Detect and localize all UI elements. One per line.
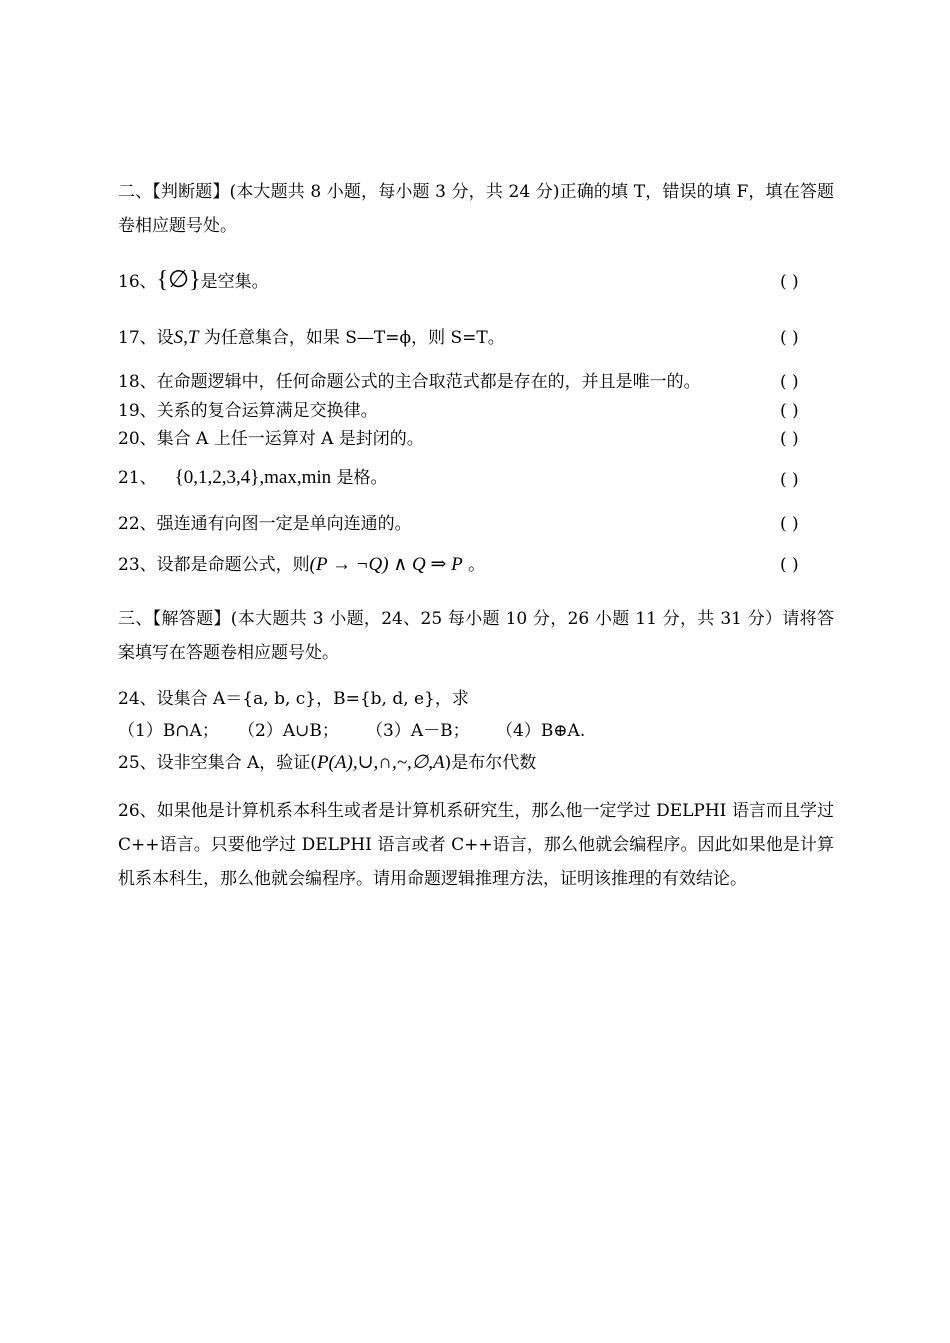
part-3: （3）A－B； (366, 721, 470, 741)
question-text: 在命题逻辑中，任何命题公式的主合取范式都是存在的，并且是唯一的。 (156, 372, 701, 392)
question-16 (118, 268, 269, 294)
part-4: （4）B⊕A. (496, 721, 586, 741)
question-text: 集合 A 上任一运算对 A 是封闭的。 (156, 429, 424, 449)
answer-parentheses: ( ) (780, 429, 799, 449)
question-text: 设都是命题公式，则 (156, 555, 310, 575)
question-number: 21、 (118, 468, 157, 488)
question-text: 强连通有向图一定是单向连通的。 (156, 514, 412, 534)
question-24-parts (118, 719, 585, 743)
question-number: 23、 (118, 555, 157, 575)
question-25 (118, 751, 536, 775)
math-expression: {∅} (156, 267, 201, 293)
question-number: 18、 (118, 372, 157, 392)
question-text: 25、设非空集合 A，验证( (118, 753, 317, 773)
math-expression: S,T (173, 327, 199, 348)
section-3-heading: 三、【解答题】(本大题共 3 小题，24、25 每小题 10 分，26 小题 11 分，共 31 分）请将答案填写在答题卷相应题号处。 (118, 609, 834, 663)
question-24: 24、设集合 A＝{a, b, c}，B={b, d, e}，求 (118, 689, 469, 709)
question-number: 22、 (118, 514, 157, 534)
question-18 (118, 370, 701, 394)
answer-parentheses: ( ) (780, 470, 799, 490)
math-expression: (P → ¬Q) ∧ Q ⇒ P (309, 554, 463, 575)
answer-parentheses: ( ) (780, 555, 799, 575)
question-number: 19、 (118, 401, 157, 421)
part-1: （1）B∩A； (118, 721, 219, 741)
question-text: 。 (462, 555, 486, 575)
answer-parentheses: ( ) (780, 401, 799, 421)
answer-parentheses: ( ) (780, 272, 799, 292)
question-number: 17、 (118, 328, 157, 348)
question-19 (118, 399, 378, 423)
question-text: 为任意集合，如果 S—T=ϕ，则 S=T。 (198, 328, 505, 348)
question-text: 是空集。 (200, 272, 269, 292)
question-text: 是格。 (331, 468, 388, 488)
question-number: 20、 (118, 429, 157, 449)
part-2: （2）A∪B； (238, 721, 339, 741)
section-2-heading: 二、【判断题】(本大题共 8 小题，每小题 3 分，共 24 分)正确的填 T，错误的填 F，填在答题卷相应题号处。 (118, 182, 834, 236)
answer-parentheses: ( ) (780, 514, 799, 534)
answer-parentheses: ( ) (780, 328, 799, 348)
question-21 (118, 466, 388, 490)
answer-parentheses: ( ) (780, 372, 799, 392)
math-expression: {0,1,2,3,4},max,min (174, 467, 332, 488)
math-expression: P(A),∪,∩,~,∅,A (316, 752, 445, 773)
question-23 (118, 553, 485, 577)
question-number: 16、 (118, 272, 157, 292)
question-text: 关系的复合运算满足交换律。 (156, 401, 378, 421)
question-22 (118, 512, 412, 536)
question-text: 设 (156, 328, 174, 348)
question-text: )是布尔代数 (444, 753, 537, 773)
question-17 (118, 326, 505, 350)
question-20 (118, 427, 424, 451)
question-26: 26、如果他是计算机系本科生或者是计算机系研究生，那么他一定学过 DELPHI 语言而且学过 C++语言。只要他学过 DELPHI 语言或者 C++语言，那么他就会编程序。因此如果他是计算机系本科生，那么他就会编程序。请用命题逻辑推理方法，证明该推理的有效结论。 (118, 801, 834, 889)
